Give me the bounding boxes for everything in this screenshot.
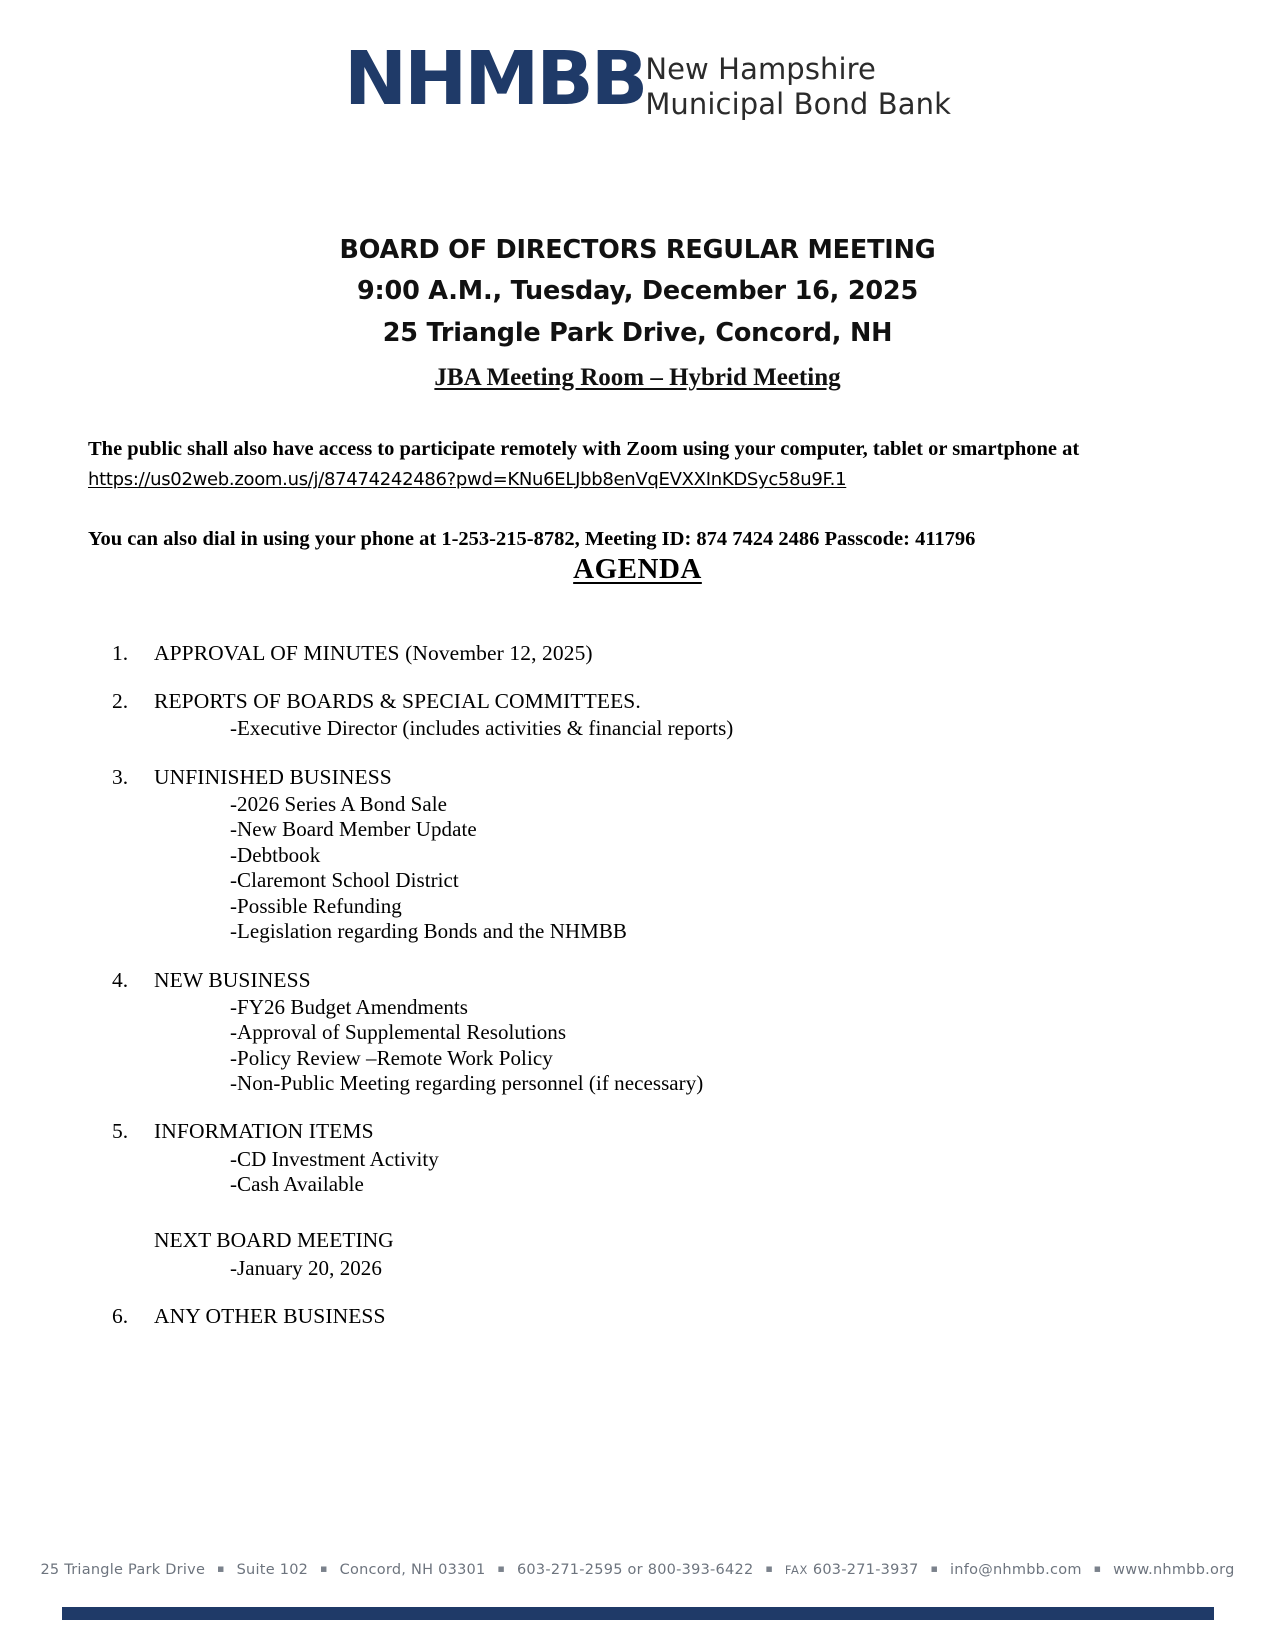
footer-website[interactable]: www.nhmbb.org: [1113, 1562, 1235, 1578]
meeting-title-block: [0, 230, 1275, 398]
footer-suite: Suite 102: [236, 1562, 309, 1578]
agenda-list: [112, 640, 1112, 1351]
agenda-item-number: 2.: [112, 689, 129, 714]
page-footer: [0, 1562, 1275, 1578]
agenda-subitem: -Claremont School District: [230, 868, 459, 893]
footer-separator-icon: ▪: [930, 1562, 939, 1575]
logo-org-name: [639, 38, 951, 123]
agenda-subitem: -CD Investment Activity: [230, 1146, 439, 1171]
dial-in-paragraph: You can also dial in using your phone at 1-253-215-8782, Meeting ID: 874 7424 2486 Passcode: 411796: [88, 527, 976, 550]
agenda-item-number: 6.: [112, 1304, 129, 1328]
agenda-item-number: 1.: [112, 641, 129, 665]
agenda-subitem: -Approval of Supplemental Resolutions: [230, 1020, 567, 1045]
agenda-item: [112, 764, 1112, 945]
footer-separator-icon: ▪: [497, 1562, 506, 1575]
next-board-meeting-list: [112, 1256, 1112, 1281]
agenda-item: [112, 688, 1112, 742]
agenda-item-title: ANY OTHER BUSINESS: [154, 1304, 386, 1328]
agenda-subitem-list: [112, 995, 1112, 1097]
footer-accent-bar: [62, 1607, 1214, 1620]
remote-access-paragraph: [88, 434, 1138, 495]
agenda-subitem-list: [112, 716, 1112, 741]
footer-address: 25 Triangle Park Drive: [40, 1562, 206, 1578]
agenda-item: [112, 1118, 1112, 1197]
next-board-meeting-block: [112, 1227, 1112, 1281]
logo-wordmark-icon: NHMBB: [344, 36, 646, 122]
zoom-meeting-link[interactable]: https://us02web.zoom.us/j/87474242486?pwd=KNu6ELJbb8enVqEVXXInKDSyc58u9F.1: [88, 469, 847, 491]
agenda-item-title: REPORTS OF BOARDS & SPECIAL COMMITTEES.: [154, 689, 641, 714]
agenda-item-number: 4.: [112, 967, 129, 992]
agenda-subitem: -Debtbook: [230, 842, 321, 867]
agenda-subitem: -Executive Director (includes activities & financial reports): [230, 716, 734, 741]
footer-separator-icon: ▪: [217, 1562, 225, 1575]
footer-separator-icon: ▪: [765, 1562, 774, 1575]
agenda-subitem: -Cash Available: [230, 1171, 364, 1196]
agenda-subitem: -Non-Public Meeting regarding personnel (if necessary): [230, 1070, 704, 1095]
footer-email[interactable]: info@nhmbb.com: [950, 1562, 1082, 1578]
agenda-item: [112, 1303, 1112, 1329]
agenda-subitem: -Policy Review –Remote Work Policy: [230, 1045, 553, 1070]
agenda-item-title: INFORMATION ITEMS: [154, 1119, 374, 1144]
remote-access-block: [88, 434, 1138, 554]
masthead: [0, 38, 1275, 123]
agenda-item-title: NEW BUSINESS: [154, 967, 311, 992]
nhmbb-logo: [344, 38, 951, 123]
agenda-subitem: -New Board Member Update: [230, 817, 477, 842]
footer-phone-numbers: 603-271-2595 or 800-393-6422: [516, 1562, 754, 1578]
agenda-subitem-list: [112, 792, 1112, 944]
footer-city-state-zip: Concord, NH 03301: [339, 1562, 486, 1578]
remote-access-intro: The public shall also have access to participate remotely with Zoom using your computer, tablet or smartphone at: [88, 438, 1080, 460]
agenda-subitem-list: [112, 1147, 1112, 1198]
footer-separator-icon: ▪: [320, 1562, 328, 1575]
agenda-item: [112, 640, 1112, 666]
agenda-item-number: 3.: [112, 764, 129, 789]
agenda-item-title: APPROVAL OF MINUTES (November 12, 2025): [154, 641, 593, 665]
footer-separator-icon: ▪: [1093, 1562, 1102, 1575]
agenda-subitem: -Possible Refunding: [230, 893, 402, 918]
meeting-room: JBA Meeting Room – Hybrid Meeting: [434, 363, 841, 391]
agenda-item-title: UNFINISHED BUSINESS: [154, 764, 392, 789]
footer-fax-number: 603-271-3937: [812, 1562, 919, 1578]
agenda-subitem: -2026 Series A Bond Sale: [230, 792, 448, 817]
agenda-subitem: -FY26 Budget Amendments: [230, 994, 468, 1019]
meeting-datetime: 9:00 A.M., Tuesday, December 16, 2025: [357, 276, 918, 307]
logo-name-line-1: New Hampshire: [645, 52, 876, 86]
footer-contact-line: [0, 1562, 1275, 1578]
next-board-meeting-title: NEXT BOARD MEETING: [154, 1228, 394, 1253]
footer-fax-label: FAX: [784, 1563, 808, 1577]
logo-name-line-2: Municipal Bond Bank: [645, 87, 951, 122]
agenda-item-number: 5.: [112, 1119, 129, 1144]
meeting-title: BOARD OF DIRECTORS REGULAR MEETING: [339, 235, 936, 265]
agenda-heading: AGENDA: [573, 553, 702, 585]
agenda-subitem: -Legislation regarding Bonds and the NHMBB: [230, 919, 627, 944]
agenda-item: [112, 967, 1112, 1097]
next-board-meeting-date: -January 20, 2026: [230, 1255, 382, 1280]
meeting-address: 25 Triangle Park Drive, Concord, NH: [382, 317, 893, 348]
